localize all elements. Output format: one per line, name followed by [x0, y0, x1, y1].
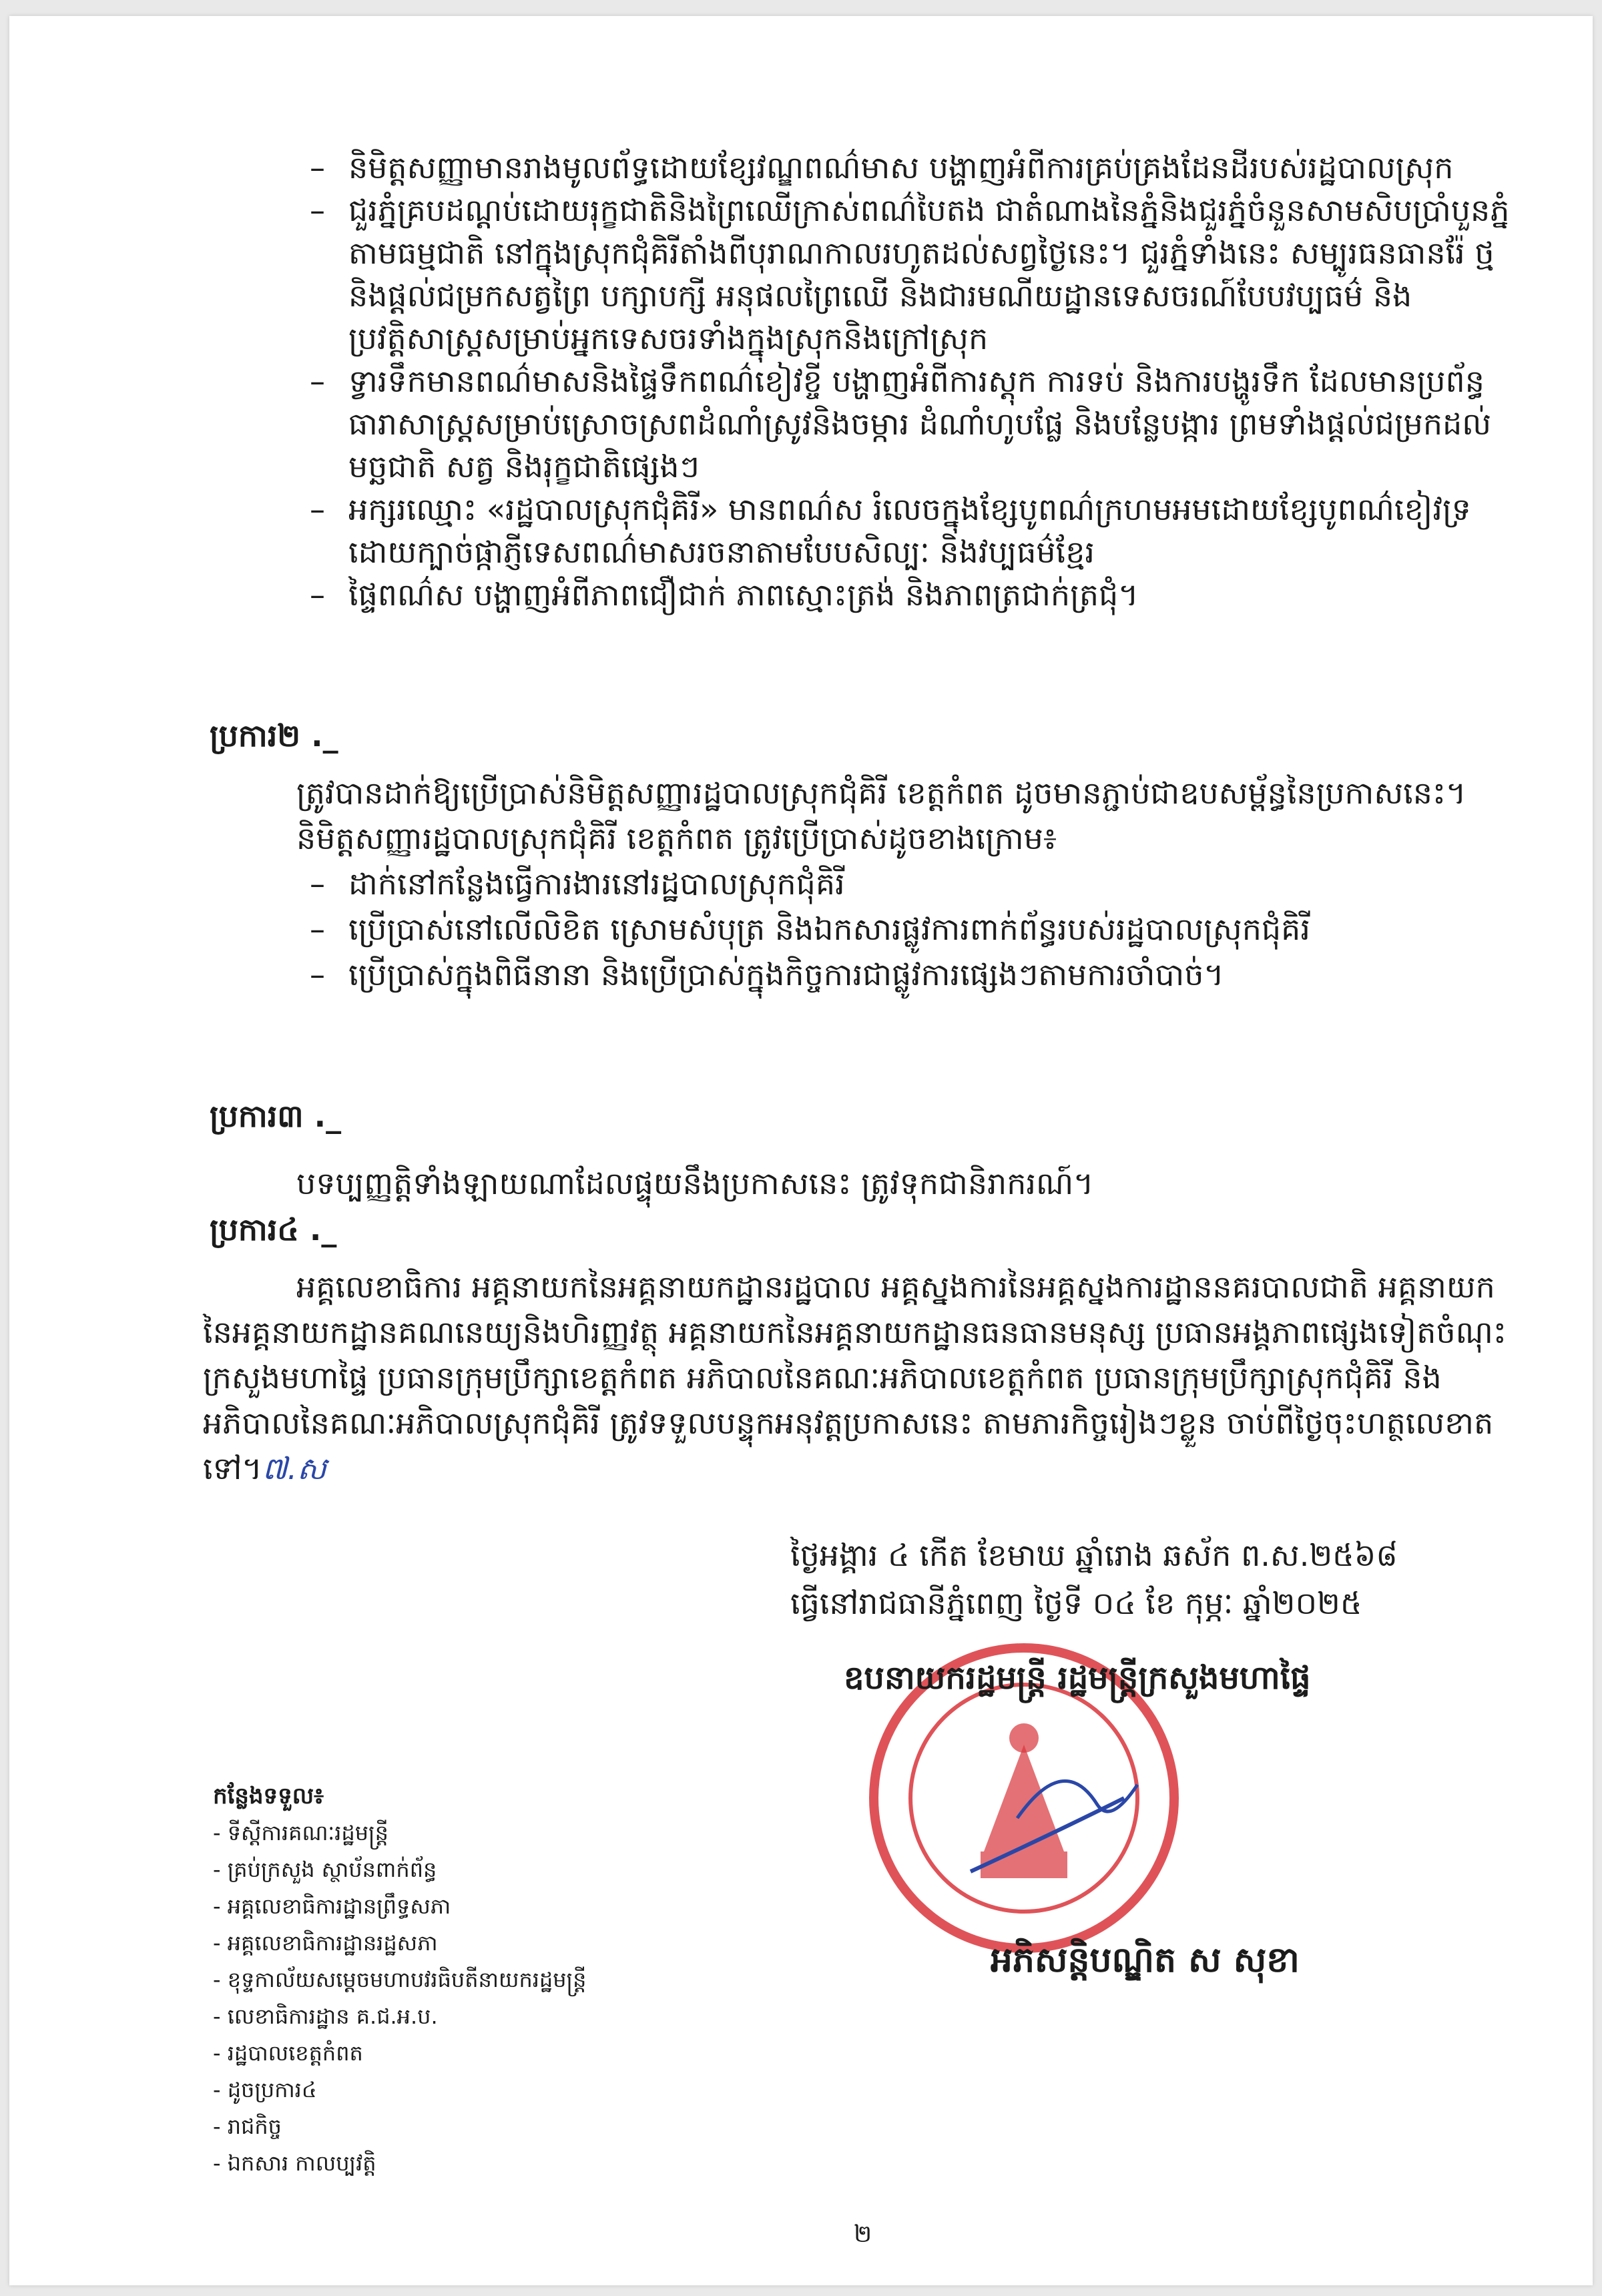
article-4-paragraph: អគ្គលេខាធិការ អគ្គនាយកនៃអគ្គនាយកដ្ឋានរដ្ឋបាល អគ្គស្នងការនៃអគ្គស្នងការដ្ឋាននគរបាលជាតិ អគ្គនាយកនៃអគ្គនាយកដ្ឋានគណនេយ្យនិងហិរញ្ញវត្ថុ អគ្គនាយកនៃអគ្គនាយកដ្ឋានធនធានមនុស្ស ប្រធានអង្គភាពផ្សេងទៀតចំណុះក្រសួងមហាផ្ទៃ ប្រធានក្រុមប្រឹក្សាខេត្តកំពត អភិបាលនៃគណៈអភិបាលខេត្តកំពត ប្រធានក្រុមប្រឹក្សាស្រុកជុំគិរី និងអភិបាលនៃគណៈអភិបាលស្រុកជុំគិរី ត្រូវទទួលបន្ទុកអនុវត្តប្រកាសនេះ តាមភារកិច្ចរៀងៗខ្លួន ចាប់ពីថ្ងៃចុះហត្ថលេខាតទៅ។៧.ស: [203, 1269, 1507, 1486]
article-2-usage-intro: និមិត្តសញ្ញារដ្ឋបាលស្រុកជុំគិរី ខេត្តកំពត ត្រូវប្រើប្រាស់ដូចខាងក្រោម៖: [296, 820, 1057, 856]
solar-date: ធ្វើនៅរាជធានីភ្នំពេញ ថ្ងៃទី ០៤ ខែ កុម្ភៈ ឆ្នាំ២០២៥: [790, 1585, 1362, 1621]
recipients-list: [213, 1778, 586, 2182]
document-page: [9, 16, 1593, 2285]
list-item: – និមិត្តសញ្ញាមានរាងមូលព័ទ្ធដោយខ្សែវណ្ឌពណ៌មាស បង្ហាញអំពីការគ្រប់គ្រងដែនដីរបស់រដ្ឋបាលស្រុក: [203, 146, 1513, 189]
recipients-title: កន្លែងទទួល៖: [213, 1783, 324, 1809]
article-3-heading: ប្រការ៣ ._: [210, 1098, 342, 1134]
list-item: – ផ្ទៃពណ៌ស បង្ហាញអំពីភាពជឿជាក់ ភាពស្មោះត្រង់ និងភាពត្រជាក់ត្រជុំ។: [203, 573, 1513, 616]
signatory-title: ឧបនាយករដ្ឋមន្ត្រី រដ្ឋមន្ត្រីក្រសួងមហាផ្ទៃ: [844, 1659, 1311, 1697]
list-item: – ទ្វារទឹកមានពណ៌មាសនិងផ្ទៃទឹកពណ៌ខៀវខ្ចី បង្ហាញអំពីការស្តុក ការទប់ និងការបង្ហូរទឹក ដែលមានប្រព័ន្ធធារាសាស្ត្រសម្រាប់ស្រោចស្រពដំណាំស្រូវនិងចម្ការ ដំណាំហូបផ្លែ និងបន្លែបង្ការ ព្រមទាំងផ្តល់ជម្រកដល់មច្ឆជាតិ សត្វ និងរុក្ខជាតិផ្សេងៗ: [203, 360, 1513, 488]
list-item: - អគ្គលេខាធិការដ្ឋានរដ្ឋសភា: [213, 1930, 438, 1956]
bullet-text: អក្សរឈ្មោះ «រដ្ឋបាលស្រុកជុំគិរី» មានពណ៌ស រំលេចក្នុងខ្សែបូពណ៌ក្រហមអមដោយខ្សែបូពណ៌ខៀវទ្រដោយក្បាច់ផ្កាភ្ញីទេសពណ៌មាសរចនាតាមបែបសិល្បៈ និងវប្បធម៌ខ្មែរ: [348, 491, 1471, 570]
date-block: [790, 1531, 1551, 1627]
list-item: - រដ្ឋបាលខេត្តកំពត: [213, 2040, 363, 2066]
handwritten-initial: ៧.ស: [262, 1450, 326, 1486]
list-item: – អក្សរឈ្មោះ «រដ្ឋបាលស្រុកជុំគិរី» មានពណ៌ស រំលេចក្នុងខ្សែបូពណ៌ក្រហមអមដោយខ្សែបូពណ៌ខៀវទ្រដោយក្បាច់ផ្កាភ្ញីទេសពណ៌មាសរចនាតាមបែបសិល្បៈ និងវប្បធម៌ខ្មែរ: [203, 488, 1513, 573]
article-2-body: [203, 770, 1513, 997]
list-item: - ខុទ្ទកាល័យសម្តេចមហាបវរធិបតីនាយករដ្ឋមន្ត្រី: [213, 1967, 587, 1992]
list-item: - លេខាធិការដ្ឋាន គ.ជ.អ.ប.: [213, 2004, 438, 2029]
list-item: – ប្រើប្រាស់នៅលើលិខិត ស្រោមសំបុត្រ និងឯកសារផ្លូវការពាក់ព័ន្ធរបស់រដ្ឋបាលស្រុកជុំគិរី: [310, 911, 1310, 947]
signatory-name: អភិសន្តិបណ្ឌិត ស សុខា: [991, 1940, 1300, 1980]
bullet-text: និមិត្តសញ្ញាមានរាងមូលព័ទ្ធដោយខ្សែវណ្ឌពណ៌មាស បង្ហាញអំពីការគ្រប់គ្រងដែនដីរបស់រដ្ឋបាលស្រុក: [348, 150, 1454, 186]
page-number: ២: [854, 2221, 872, 2248]
bullet-text: ទ្វារទឹកមានពណ៌មាសនិងផ្ទៃទឹកពណ៌ខៀវខ្ចី បង្ហាញអំពីការស្តុក ការទប់ និងការបង្ហូរទឹក ដែលមានប្រព័ន្ធធារាសាស្ត្រសម្រាប់ស្រោចស្រពដំណាំស្រូវនិងចម្ការ ដំណាំហូបផ្លែ និងបន្លែបង្ការ ព្រមទាំងផ្តល់ជម្រកដល់មច្ឆជាតិ សត្វ និងរុក្ខជាតិផ្សេងៗ: [348, 363, 1492, 485]
list-item: – ប្រើប្រាស់ក្នុងពិធីនានា និងប្រើប្រាស់ក្នុងកិច្ចការជាផ្លូវការផ្សេងៗតាមការចាំបាច់។: [310, 956, 1224, 992]
lunar-date: ថ្ងៃអង្គារ ៤ កើត ខែមាឃ ឆ្នាំរោង ឆស័ក ព.ស.២៥៦៨: [790, 1537, 1398, 1573]
list-item: - គ្រប់ក្រសួង ស្ថាប័នពាក់ព័ន្ធ: [213, 1857, 437, 1882]
article-3-paragraph: បទប្បញ្ញត្តិទាំងឡាយណាដែលផ្ទុយនឹងប្រកាសនេះ ត្រូវទុកជានិរាករណ៍។: [296, 1165, 1094, 1201]
list-item: - ឯកសារ កាលប្បវត្តិ: [213, 2150, 376, 2176]
article-3-body: [203, 1161, 1513, 1206]
article-2-heading: ប្រការ២ ._: [210, 718, 338, 754]
list-item: – ដាក់នៅកន្លែងធ្វើការងារនៅរដ្ឋបាលស្រុកជុំគិរី: [310, 866, 845, 902]
list-item: - អគ្គលេខាធិការដ្ឋានព្រឹទ្ធសភា: [213, 1894, 451, 1919]
bullet-text: ផ្ទៃពណ៌ស បង្ហាញអំពីភាពជឿជាក់ ភាពស្មោះត្រង់ និងភាពត្រជាក់ត្រជុំ។: [348, 577, 1139, 613]
bullet-text: ជួរភ្នំគ្របដណ្តប់ដោយរុក្ខជាតិនិងព្រៃឈើក្រាស់ពណ៌បៃតង ជាតំណាងនៃភ្នំនិងជួរភ្នំចំនួនសាមសិបប្រាំបួនភ្នំតាមធម្មជាតិ នៅក្នុងស្រុកជុំគិរីតាំងពីបុរាណកាលរហូតដល់សព្វថ្ងៃនេះ។ ជួរភ្នំទាំងនេះ សម្បូរធនធានរ៉ែ ថ្ម និងផ្តល់ជម្រកសត្វព្រៃ បក្សាបក្សី អនុផលព្រៃឈើ និងជារមណីយដ្ឋានទេសចរណ៍បែបវប្បធម៌ និងប្រវត្តិសាស្ត្រសម្រាប់អ្នកទេសចរទាំងក្នុងស្រុកនិងក្រៅស្រុក: [348, 192, 1510, 356]
article-4-body: [203, 1264, 1513, 1491]
list-item: - រាជកិច្ច: [213, 2114, 282, 2139]
logo-description-list: [203, 146, 1513, 616]
list-item: - ដូចប្រការ៤: [213, 2077, 317, 2102]
list-item: – ជួរភ្នំគ្របដណ្តប់ដោយរុក្ខជាតិនិងព្រៃឈើក្រាស់ពណ៌បៃតង ជាតំណាងនៃភ្នំនិងជួរភ្នំចំនួនសាមសិបប្រាំបួនភ្នំតាមធម្មជាតិ នៅក្នុងស្រុកជុំគិរីតាំងពីបុរាណកាលរហូតដល់សព្វថ្ងៃនេះ។ ជួរភ្នំទាំងនេះ សម្បូរធនធានរ៉ែ ថ្ម និងផ្តល់ជម្រកសត្វព្រៃ បក្សាបក្សី អនុផលព្រៃឈើ និងជារមណីយដ្ឋានទេសចរណ៍បែបវប្បធម៌ និងប្រវត្តិសាស្ត្រសម្រាប់អ្នកទេសចរទាំងក្នុងស្រុកនិងក្រៅស្រុក: [203, 189, 1513, 360]
article-2-paragraph: ត្រូវបានដាក់ឱ្យប្រើប្រាស់និមិត្តសញ្ញារដ្ឋបាលស្រុកជុំគិរី ខេត្តកំពត ដូចមានភ្ជាប់ជាឧបសម្ព័ន្ធនៃប្រកាសនេះ។: [296, 775, 1466, 811]
list-item: - ទីស្តីការគណៈរដ្ឋមន្ត្រី: [213, 1820, 388, 1845]
article-4-heading: ប្រការ៤ ._: [210, 1211, 337, 1247]
